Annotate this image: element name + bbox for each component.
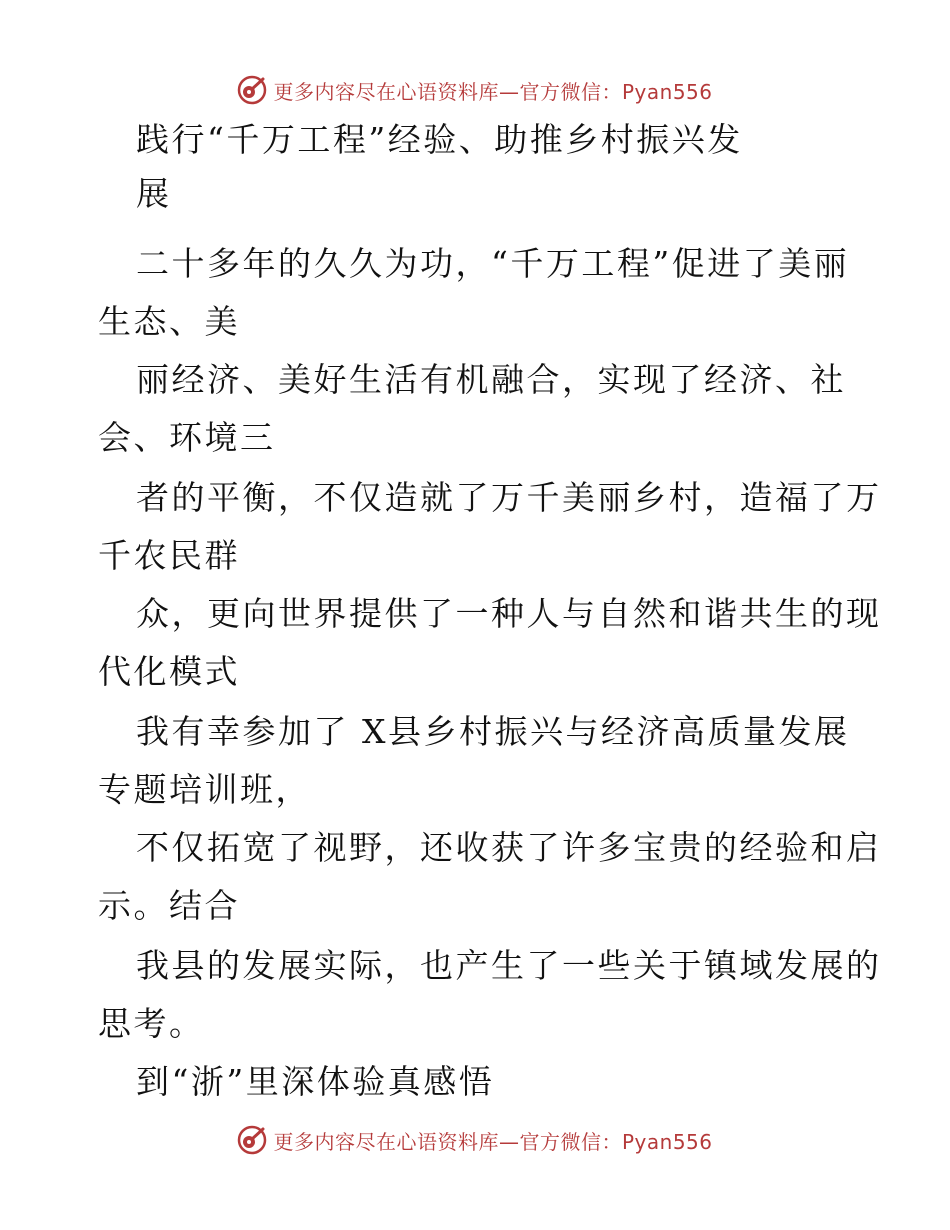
footer-banner-dash: — <box>498 1129 520 1154</box>
footer-banner-text <box>273 1126 712 1155</box>
brand-logo-icon <box>237 75 267 105</box>
header-banner-text <box>273 76 712 105</box>
header-banner-dash: — <box>498 79 520 104</box>
doc-line: 代化模式 <box>98 652 240 691</box>
footer-banner-wechat-id: Pyan556 <box>621 1129 713 1154</box>
footer-banner-title: 更多内容尽在心语资料库 <box>273 1129 499 1154</box>
header-banner <box>0 70 950 110</box>
doc-line: 到“浙”里深体验真感悟 <box>136 1062 495 1101</box>
doc-line: 践行“千万工程”经验、助推乡村振兴发 <box>136 120 743 159</box>
doc-line: 不仅拓宽了视野，还收获了许多宝贵的经验和启 <box>136 828 882 867</box>
doc-line: 二十多年的久久为功，“千万工程”促进了美丽 <box>136 244 850 283</box>
doc-line: 千农民群 <box>98 536 240 575</box>
doc-line: 我县的发展实际，也产生了一些关于镇域发展的 <box>136 946 882 985</box>
footer-banner-wechat-label: 官方微信： <box>519 1129 622 1154</box>
doc-line: 专题培训班， <box>98 770 311 809</box>
doc-line: 展 <box>136 174 172 213</box>
doc-line: 会、环境三 <box>98 418 276 457</box>
doc-line: 者的平衡，不仅造就了万千美丽乡村，造福了万 <box>136 478 882 517</box>
doc-line: 示。结合 <box>98 886 240 925</box>
doc-line: 丽经济、美好生活有机融合，实现了经济、社 <box>136 360 846 399</box>
header-banner-wechat-label: 官方微信： <box>519 79 622 104</box>
brand-logo-icon <box>237 1125 267 1155</box>
doc-line: 思考。 <box>98 1004 205 1043</box>
doc-line: 生态、美 <box>98 302 240 341</box>
doc-line: 众，更向世界提供了一种人与自然和谐共生的现 <box>136 594 882 633</box>
header-banner-wechat-id: Pyan556 <box>621 79 713 104</box>
footer-banner <box>0 1120 950 1160</box>
doc-line: 我有幸参加了 X县乡村振兴与经济高质量发展 <box>136 712 850 751</box>
header-banner-title: 更多内容尽在心语资料库 <box>273 79 499 104</box>
